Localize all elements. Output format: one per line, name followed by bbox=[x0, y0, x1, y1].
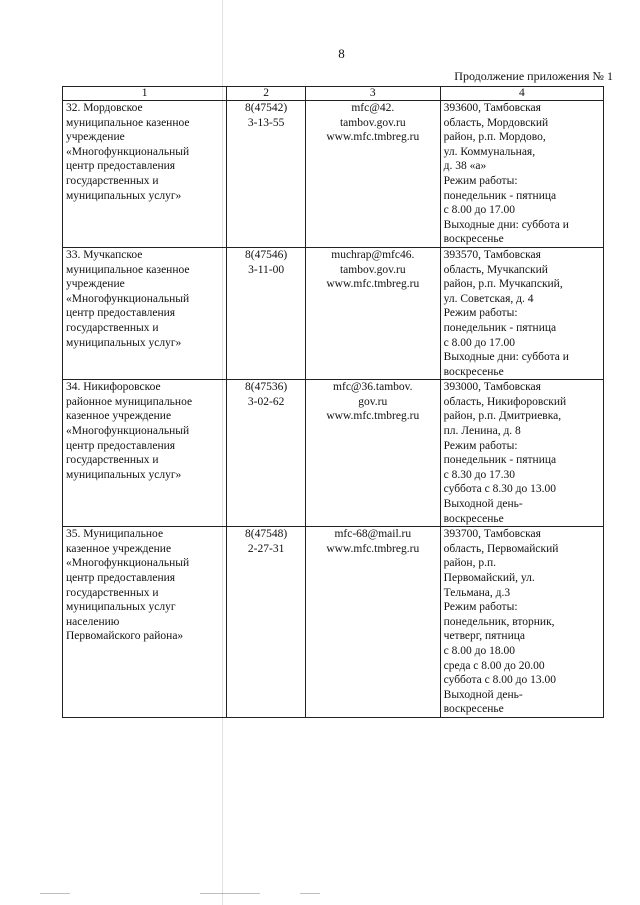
cell-line: ул. Коммунальная, bbox=[443, 145, 536, 158]
header-col-1: 1 bbox=[63, 87, 227, 101]
cell-line: «Многофункциональный bbox=[66, 425, 190, 438]
cell-line: учреждение bbox=[66, 278, 125, 291]
continuation-caption: Продолжение приложения № 1 bbox=[454, 69, 613, 83]
contacts-cell bbox=[305, 380, 440, 527]
header-col-3: 3 bbox=[305, 87, 440, 101]
table-body bbox=[63, 101, 604, 718]
cell-line: 3-11-00 bbox=[248, 263, 285, 276]
cell-line: государственных и bbox=[66, 454, 159, 467]
cell-line: muchrap@mfc46. bbox=[331, 248, 415, 261]
cell-line: «Многофункциональный bbox=[66, 292, 190, 305]
cell-line: «Многофункциональный bbox=[66, 557, 190, 570]
cell-line: Режим работы: bbox=[443, 601, 518, 614]
cell-line: 3-02-62 bbox=[247, 395, 285, 408]
address-schedule-cell bbox=[440, 247, 603, 379]
cell-line: www.mfc.tmbreg.ru bbox=[326, 542, 420, 555]
header-col-2: 2 bbox=[227, 87, 306, 101]
cell-line: область, Мордовский bbox=[443, 116, 549, 129]
cell-line: «Многофункциональный bbox=[66, 145, 190, 158]
cell-line: понедельник - пятница bbox=[443, 454, 557, 467]
cell-line: 393000, Тамбовская bbox=[443, 381, 541, 394]
cell-line: mfc@36.tambov. bbox=[333, 381, 413, 394]
cell-line: муниципальное казенное bbox=[66, 263, 190, 276]
cell-line: с 8.00 до 18.00 bbox=[443, 644, 515, 657]
cell-line: ул. Советская, д. 4 bbox=[443, 292, 534, 305]
address-schedule-cell bbox=[440, 527, 603, 718]
cell-line: понедельник, вторник, bbox=[443, 615, 555, 628]
header-col-4: 4 bbox=[440, 87, 603, 101]
cell-line: район, р.п. Мучкапский, bbox=[443, 278, 563, 291]
cell-line: район, р.п. Мордово, bbox=[443, 131, 546, 144]
cell-line: область, Первомайский bbox=[443, 542, 559, 555]
cell-line: суббота с 8.30 до 13.00 bbox=[443, 483, 556, 496]
table-row bbox=[63, 101, 604, 248]
cell-line: район, р.п. bbox=[443, 557, 496, 570]
cell-line: воскресенье bbox=[443, 703, 504, 716]
cell-line: 34. Никифоровское bbox=[66, 381, 161, 394]
address-schedule-cell bbox=[440, 101, 603, 248]
cell-line: казенное учреждение bbox=[66, 542, 172, 555]
cell-line: д. 38 «а» bbox=[443, 160, 487, 173]
phone-cell bbox=[227, 380, 306, 527]
cell-line: область, Никифоровский bbox=[443, 395, 567, 408]
cell-line: область, Мучкапский bbox=[443, 263, 548, 276]
cell-line: 8(47542) bbox=[245, 102, 288, 114]
cell-line: среда с 8.00 до 20.00 bbox=[443, 659, 545, 672]
cell-line: 8(47536) bbox=[245, 381, 288, 394]
cell-line: Режим работы: bbox=[443, 439, 518, 452]
cell-line: 35. Муниципальное bbox=[66, 528, 164, 541]
cell-line: 393570, Тамбовская bbox=[443, 248, 541, 261]
institution-name-cell bbox=[63, 380, 227, 527]
cell-line: gov.ru bbox=[358, 395, 388, 408]
cell-line: учреждение bbox=[66, 131, 125, 144]
cell-line: воскресенье bbox=[443, 365, 504, 378]
scan-artifact-mark bbox=[300, 893, 320, 894]
cell-line: mfc@42. bbox=[351, 102, 395, 114]
cell-line: воскресенье bbox=[443, 512, 504, 525]
cell-line: 393700, Тамбовская bbox=[443, 528, 541, 541]
cell-line: 2-27-31 bbox=[247, 542, 285, 555]
cell-line: 33. Мучкапское bbox=[66, 248, 143, 261]
cell-line: Первомайского района» bbox=[66, 630, 184, 643]
phone-cell bbox=[227, 527, 306, 718]
phone-cell bbox=[227, 101, 306, 248]
institution-name-cell bbox=[63, 527, 227, 718]
table-header-row bbox=[63, 87, 604, 101]
cell-line: государственных и bbox=[66, 321, 159, 334]
institution-name-cell bbox=[63, 247, 227, 379]
cell-line: Первомайский, ул. bbox=[443, 572, 535, 584]
cell-line: казенное учреждение bbox=[66, 410, 172, 423]
cell-line: муниципальных услуг» bbox=[66, 189, 182, 202]
cell-line: четверг, пятница bbox=[443, 630, 525, 643]
cell-line: 8(47546) bbox=[245, 248, 288, 261]
contacts-cell bbox=[305, 101, 440, 248]
address-schedule-cell bbox=[440, 380, 603, 527]
cell-line: муниципальных услуг» bbox=[66, 336, 182, 349]
scan-artifact-mark bbox=[200, 893, 260, 894]
cell-line: Режим работы: bbox=[443, 307, 518, 320]
cell-line: суббота с 8.00 до 13.00 bbox=[443, 674, 556, 687]
cell-line: Выходной день- bbox=[443, 688, 523, 701]
cell-line: mfc-68@mail.ru bbox=[334, 528, 412, 541]
contacts-cell bbox=[305, 527, 440, 718]
cell-line: центр предоставления bbox=[66, 572, 176, 584]
phone-cell bbox=[227, 247, 306, 379]
cell-line: Тельмана, д.3 bbox=[443, 586, 511, 599]
cell-line: www.mfc.tmbreg.ru bbox=[326, 410, 420, 423]
cell-line: центр предоставления bbox=[66, 307, 176, 320]
cell-line: с 8.00 до 17.00 bbox=[443, 336, 515, 349]
cell-line: муниципальных услуг bbox=[66, 601, 176, 614]
cell-line: муниципальное казенное bbox=[66, 116, 190, 129]
table-row bbox=[63, 527, 604, 718]
cell-line: Выходные дни: суббота и bbox=[443, 218, 569, 231]
cell-line: 393600, Тамбовская bbox=[443, 102, 541, 114]
cell-line: 32. Мордовское bbox=[66, 102, 143, 114]
cell-line: www.mfc.tmbreg.ru bbox=[326, 131, 420, 144]
cell-line: www.mfc.tmbreg.ru bbox=[326, 278, 420, 291]
cell-line: с 8.30 до 17.30 bbox=[443, 468, 515, 481]
contacts-cell bbox=[305, 247, 440, 379]
table-row bbox=[63, 380, 604, 527]
cell-line: Режим работы: bbox=[443, 174, 518, 187]
cell-line: государственных и bbox=[66, 174, 159, 187]
scan-artifact-mark bbox=[40, 893, 70, 894]
cell-line: район, р.п. Дмитриевка, bbox=[443, 410, 562, 423]
cell-line: центр предоставления bbox=[66, 160, 176, 173]
cell-line: государственных и bbox=[66, 586, 159, 599]
cell-line: муниципальных услуг» bbox=[66, 468, 182, 481]
cell-line: понедельник - пятница bbox=[443, 321, 557, 334]
cell-line: понедельник - пятница bbox=[443, 189, 557, 202]
cell-line: центр предоставления bbox=[66, 439, 176, 452]
cell-line: tambov.gov.ru bbox=[339, 263, 406, 276]
cell-line: воскресенье bbox=[443, 233, 504, 246]
cell-line: районное муниципальное bbox=[66, 395, 193, 408]
cell-line: 3-13-55 bbox=[247, 116, 285, 129]
mfc-table bbox=[62, 86, 604, 718]
cell-line: Выходной день- bbox=[443, 498, 523, 511]
cell-line: tambov.gov.ru bbox=[339, 116, 406, 129]
page-number: 8 bbox=[338, 46, 345, 61]
institution-name-cell bbox=[63, 101, 227, 248]
cell-line: населению bbox=[66, 615, 120, 628]
cell-line: пл. Ленина, д. 8 bbox=[443, 425, 521, 438]
cell-line: 8(47548) bbox=[245, 528, 288, 541]
table-row bbox=[63, 247, 604, 379]
cell-line: Выходные дни: суббота и bbox=[443, 351, 569, 364]
cell-line: с 8.00 до 17.00 bbox=[443, 204, 515, 217]
